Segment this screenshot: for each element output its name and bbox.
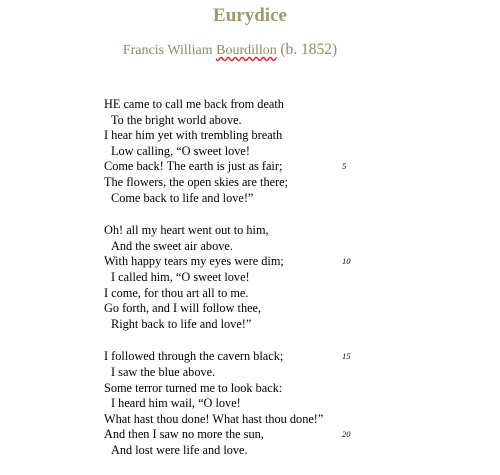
poem-line-text: HE came to call me back from death — [104, 97, 284, 111]
stanza — [104, 97, 364, 206]
poem-line-text: Right back to life and love!” — [111, 316, 252, 331]
poem-line — [104, 427, 364, 443]
poem-line-text: And then I saw no more the sun, — [104, 427, 264, 442]
stanza — [104, 223, 364, 332]
line-number: 5 — [342, 161, 347, 172]
poem-line — [104, 223, 364, 239]
author-byline — [0, 41, 460, 59]
author-name-first: Francis William — [122, 43, 213, 58]
poem-line — [104, 144, 364, 160]
poem-line — [104, 239, 364, 255]
poem-line-text: And lost were life and love. — [111, 442, 248, 457]
poem-line-text: To the bright world above. — [111, 112, 242, 127]
author-dates: (b. 1852) — [280, 41, 338, 58]
poem-line — [104, 412, 364, 428]
poem-line — [104, 381, 364, 397]
poem-line — [104, 365, 364, 381]
poem-line — [104, 317, 364, 333]
poem-body — [104, 97, 364, 475]
poem-line — [104, 396, 364, 412]
poem-line-text: Come back to life and love!” — [111, 190, 254, 205]
poem-line — [104, 286, 364, 302]
poem-line-text: With happy tears my eyes were dim; — [104, 254, 284, 269]
poem-line — [104, 254, 364, 270]
poem-line — [104, 349, 364, 365]
poem-line-text: And the sweet air above. — [111, 238, 233, 253]
poem-line-text: I called him, “O sweet love! — [111, 269, 250, 284]
poem-line-text: Come back! The earth is just as fair; — [104, 159, 283, 174]
author-name-last: Bourdillon — [216, 43, 277, 58]
line-number: 10 — [342, 256, 351, 267]
poem-line — [104, 191, 364, 207]
poem-line — [104, 270, 364, 286]
poem-line-text: The flowers, the open skies are there; — [104, 174, 289, 189]
poem-title: Eurydice — [213, 5, 287, 26]
poem-line — [104, 301, 364, 317]
poem-line — [104, 159, 364, 175]
poem-line-text: Some terror turned me to look back: — [104, 380, 283, 395]
line-number: 15 — [342, 351, 351, 362]
poem-line — [104, 97, 364, 113]
stanza — [104, 349, 364, 458]
poem-line — [104, 128, 364, 144]
poem-line-text: Go forth, and I will follow thee, — [104, 301, 262, 316]
poem-line-text: I hear him yet with trembling breath — [104, 128, 283, 143]
poem-line-text: Low calling, “O sweet love! — [111, 143, 250, 158]
line-number: 20 — [342, 429, 351, 440]
poem-line-text: I come, for thou art all to me. — [104, 285, 249, 300]
poem-line — [104, 443, 364, 459]
poem-line — [104, 113, 364, 129]
poem-line-text: I saw the blue above. — [111, 364, 216, 379]
poem-line-text: What hast thou done! What hast thou done!” — [104, 411, 324, 426]
poem-line — [104, 175, 364, 191]
poem-line-text: Oh! all my heart went out to him, — [104, 223, 269, 238]
poem-line-text: I followed through the cavern black; — [104, 349, 284, 364]
poem-line-text: I heard him wail, “O love! — [111, 396, 241, 411]
